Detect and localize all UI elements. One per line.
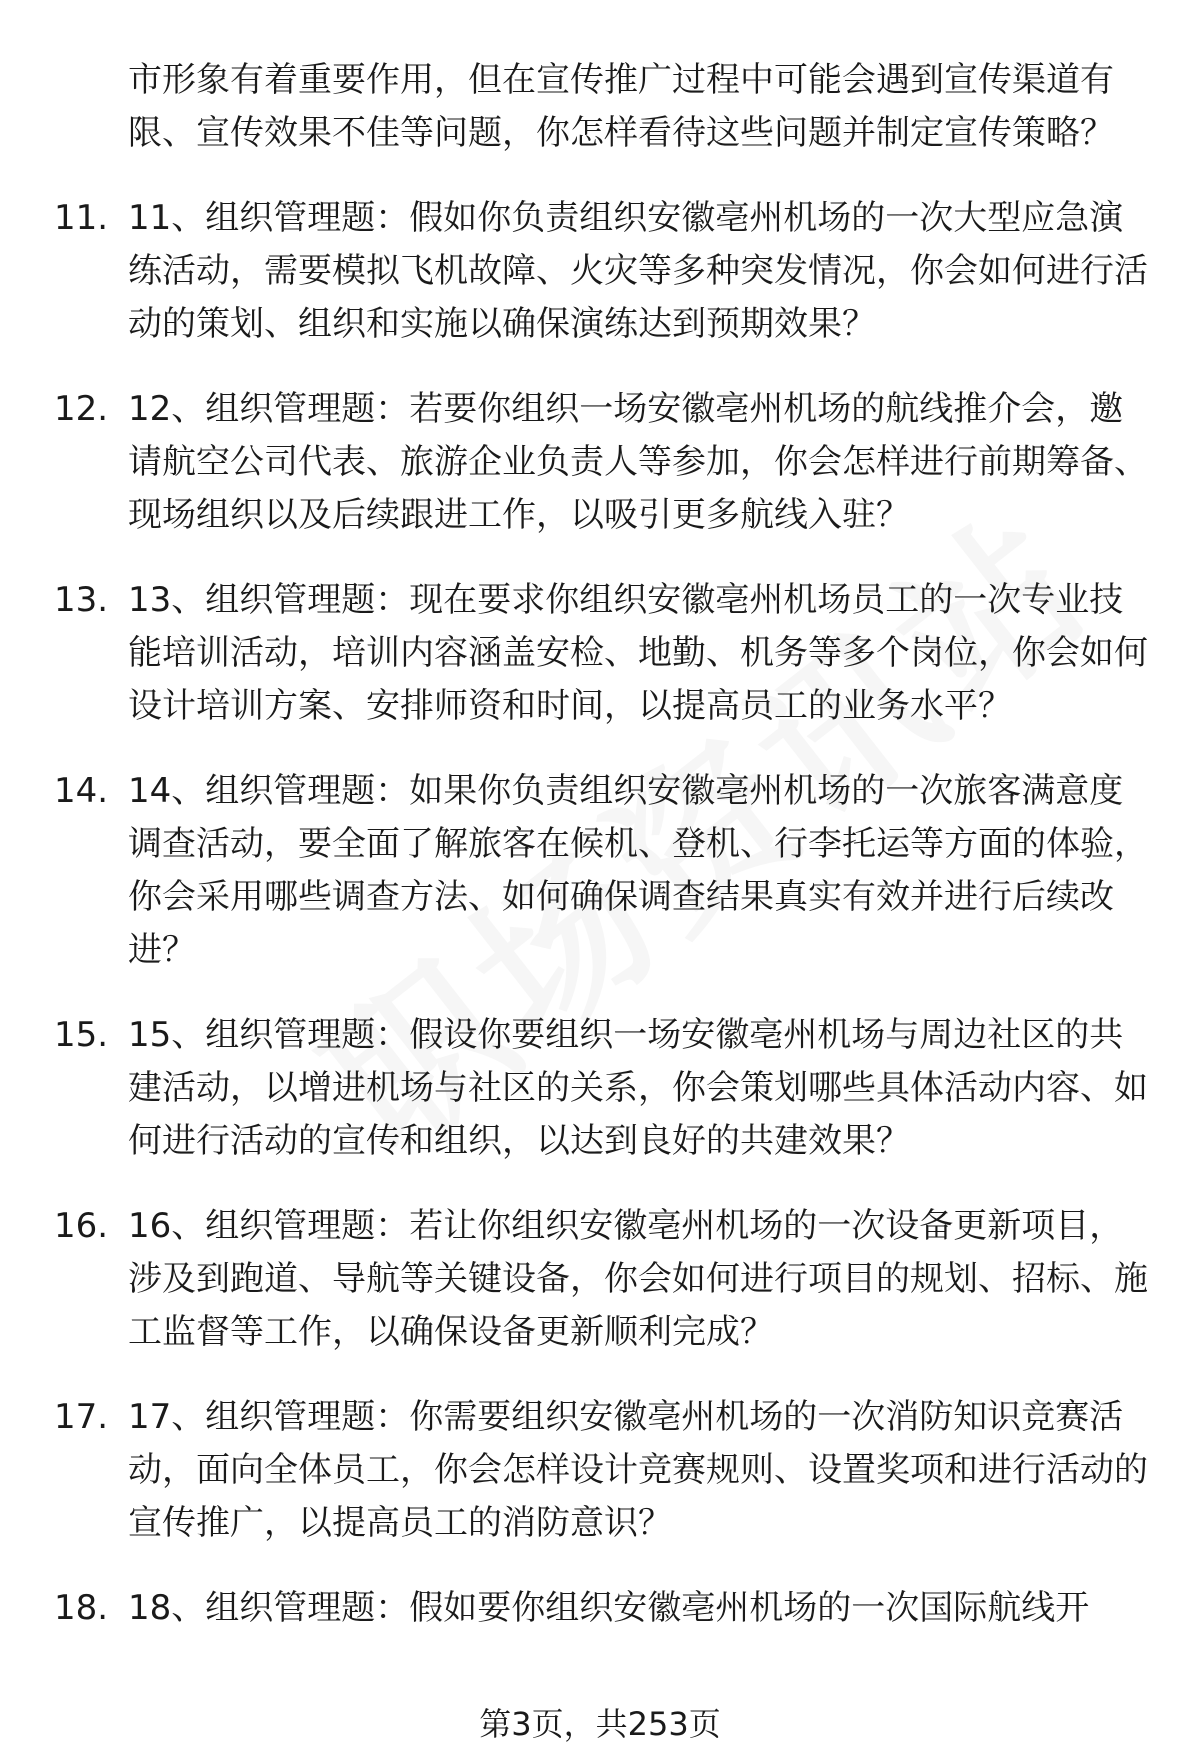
- list-item-number: 17.: [54, 1397, 109, 1437]
- list-item: [0, 1009, 1200, 1168]
- continued-paragraph: 市形象有着重要作用，但在宣传推广过程中可能会遇到宣传渠道有限、宣传效果不佳等问题，你怎样看待这些问题并制定宣传策略？: [128, 60, 1114, 153]
- list-item-text: 13、组织管理题：现在要求你组织安徽亳州机场员工的一次专业技能培训活动，培训内容涵盖安检、地勤、机务等多个岗位，你会如何设计培训方案、安排师资和时间，以提高员工的业务水平？: [128, 580, 1148, 726]
- list-item-text: 17、组织管理题：你需要组织安徽亳州机场的一次消防知识竞赛活动，面向全体员工，你会怎样设计竞赛规则、设置奖项和进行活动的宣传推广，以提高员工的消防意识？: [128, 1397, 1148, 1543]
- list-item-text: 16、组织管理题：若让你组织安徽亳州机场的一次设备更新项目，涉及到跑道、导航等关键设备，你会如何进行项目的规划、招标、施工监督等工作，以确保设备更新顺利完成？: [128, 1206, 1148, 1352]
- list-item-text: 14、组织管理题：如果你负责组织安徽亳州机场的一次旅客满意度调查活动，要全面了解旅客在候机、登机、行李托运等方面的体验，你会采用哪些调查方法、如何确保调查结果真实有效并进行后续改进？: [128, 771, 1148, 970]
- list-item: [0, 765, 1200, 977]
- list-item: [0, 1200, 1200, 1359]
- list-item: [0, 383, 1200, 542]
- list-item-number: 14.: [54, 771, 109, 811]
- list-item-number: 15.: [54, 1015, 109, 1055]
- list-item-number: 11.: [54, 198, 109, 238]
- list-item-number: 12.: [54, 389, 109, 429]
- list-item: [0, 1391, 1200, 1550]
- list-item: [0, 1582, 1200, 1635]
- list-item-text: 15、组织管理题：假设你要组织一场安徽亳州机场与周边社区的共建活动，以增进机场与社区的关系，你会策划哪些具体活动内容、如何进行活动的宣传和组织，以达到良好的共建效果？: [128, 1015, 1148, 1161]
- list-item-text: 11、组织管理题：假如你负责组织安徽亳州机场的一次大型应急演练活动，需要模拟飞机故障、火灾等多种突发情况，你会如何进行活动的策划、组织和实施以确保演练达到预期效果？: [128, 198, 1148, 344]
- list-item-text: 18、组织管理题：假如要你组织安徽亳州机场的一次国际航线开: [128, 1588, 1090, 1628]
- list-item-text: 12、组织管理题：若要你组织一场安徽亳州机场的航线推介会，邀请航空公司代表、旅游企业负责人等参加，你会怎样进行前期筹备、现场组织以及后续跟进工作，以吸引更多航线入驻？: [128, 389, 1148, 535]
- question-list: [0, 54, 1200, 1667]
- list-item-number: 18.: [54, 1588, 109, 1628]
- list-item-number: 13.: [54, 580, 109, 620]
- list-item: [0, 574, 1200, 733]
- list-item: [0, 192, 1200, 351]
- list-item-number: 16.: [54, 1206, 109, 1246]
- page-number-footer: 第3页，共253页: [479, 1705, 721, 1743]
